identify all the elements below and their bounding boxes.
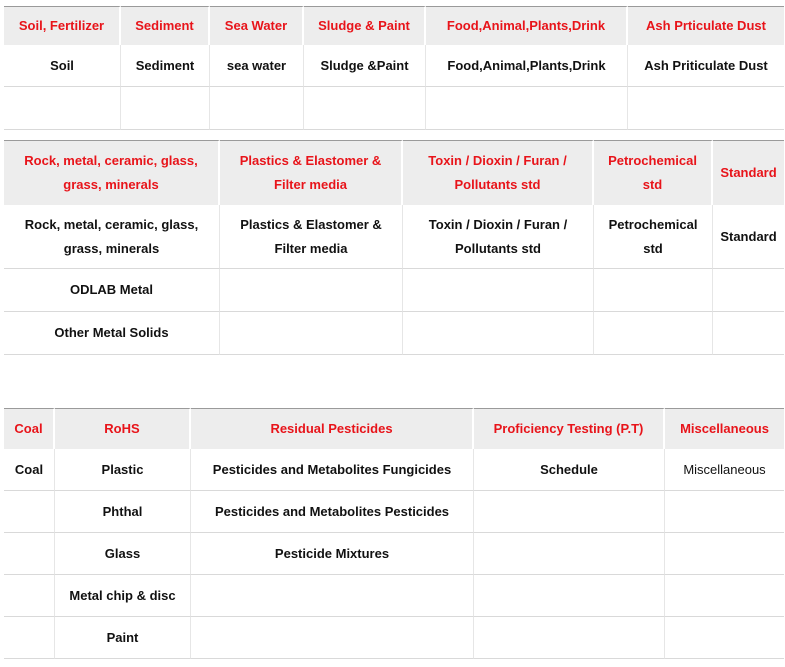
header-petrochemical-std[interactable]: Petrochemical std <box>594 140 713 205</box>
link-coal[interactable]: Coal <box>4 449 55 491</box>
empty-cell <box>665 575 784 617</box>
link-sediment[interactable]: Sediment <box>121 45 210 87</box>
header-proficiency-testing[interactable]: Proficiency Testing (P.T) <box>474 408 665 449</box>
header-ash-particulate-dust[interactable]: Ash Prticulate Dust <box>628 6 784 45</box>
link-standard[interactable]: Standard <box>713 205 784 269</box>
link-plastics-elastomer[interactable]: Plastics & Elastomer & Filter media <box>220 205 403 269</box>
link-plastic[interactable]: Plastic <box>55 449 191 491</box>
link-metal-chip-disc[interactable]: Metal chip & disc <box>55 575 191 617</box>
empty-cell <box>628 87 784 130</box>
link-sludge-paint[interactable]: Sludge &Paint <box>304 45 426 87</box>
empty-cell <box>191 575 474 617</box>
empty-cell <box>210 87 304 130</box>
link-miscellaneous[interactable]: Miscellaneous <box>665 449 784 491</box>
header-sludge-paint[interactable]: Sludge & Paint <box>304 6 426 45</box>
header-soil-fertilizer[interactable]: Soil, Fertilizer <box>4 6 121 45</box>
table-row <box>4 575 784 617</box>
header-rohs[interactable]: RoHS <box>55 408 191 449</box>
empty-cell <box>220 269 403 312</box>
empty-cell <box>403 269 594 312</box>
header-miscellaneous[interactable]: Miscellaneous <box>665 408 784 449</box>
link-food-animal-plants-drink[interactable]: Food,Animal,Plants,Drink <box>426 45 628 87</box>
empty-cell <box>665 617 784 659</box>
header-residual-pesticides[interactable]: Residual Pesticides <box>191 408 474 449</box>
empty-cell <box>665 491 784 533</box>
table-header-row <box>4 140 784 205</box>
table-row <box>4 491 784 533</box>
link-glass[interactable]: Glass <box>55 533 191 575</box>
empty-cell <box>713 269 784 312</box>
table-row <box>4 449 784 491</box>
empty-cell <box>713 312 784 355</box>
table-row <box>4 533 784 575</box>
link-schedule[interactable]: Schedule <box>474 449 665 491</box>
category-table-1 <box>4 6 784 130</box>
empty-cell <box>4 87 121 130</box>
empty-cell <box>426 87 628 130</box>
category-table-3 <box>4 408 784 659</box>
empty-cell <box>474 575 665 617</box>
link-paint[interactable]: Paint <box>55 617 191 659</box>
table-header-row <box>4 6 784 45</box>
header-sea-water[interactable]: Sea Water <box>210 6 304 45</box>
table-row <box>4 45 784 87</box>
empty-cell <box>474 491 665 533</box>
table-row <box>4 205 784 269</box>
header-rock-metal-ceramic[interactable]: Rock, metal, ceramic, glass, grass, minerals <box>4 140 220 205</box>
empty-cell <box>220 312 403 355</box>
empty-cell <box>594 312 713 355</box>
empty-cell <box>594 269 713 312</box>
table-row <box>4 617 784 659</box>
table-row <box>4 269 784 312</box>
empty-cell <box>474 533 665 575</box>
link-pesticides-fungicides[interactable]: Pesticides and Metabolites Fungicides <box>191 449 474 491</box>
header-toxin-dioxin[interactable]: Toxin / Dioxin / Furan / Pollutants std <box>403 140 594 205</box>
link-sea-water[interactable]: sea water <box>210 45 304 87</box>
link-pesticides-pesticides[interactable]: Pesticides and Metabolites Pesticides <box>191 491 474 533</box>
table-row <box>4 87 784 130</box>
link-rock-metal-ceramic[interactable]: Rock, metal, ceramic, glass, grass, minerals <box>4 205 220 269</box>
link-petrochemical-std[interactable]: Petrochemical std <box>594 205 713 269</box>
empty-cell <box>403 312 594 355</box>
empty-cell <box>4 491 55 533</box>
header-sediment[interactable]: Sediment <box>121 6 210 45</box>
empty-cell <box>4 575 55 617</box>
header-food-animal-plants-drink[interactable]: Food,Animal,Plants,Drink <box>426 6 628 45</box>
header-coal[interactable]: Coal <box>4 408 55 449</box>
link-ash-particulate-dust[interactable]: Ash Priticulate Dust <box>628 45 784 87</box>
table-header-row <box>4 408 784 449</box>
empty-cell <box>4 617 55 659</box>
link-odlab-metal[interactable]: ODLAB Metal <box>4 269 220 312</box>
link-phthal[interactable]: Phthal <box>55 491 191 533</box>
header-standard[interactable]: Standard <box>713 140 784 205</box>
empty-cell <box>474 617 665 659</box>
link-pesticide-mixtures[interactable]: Pesticide Mixtures <box>191 533 474 575</box>
empty-cell <box>191 617 474 659</box>
empty-cell <box>121 87 210 130</box>
empty-cell <box>4 533 55 575</box>
link-toxin-dioxin[interactable]: Toxin / Dioxin / Furan / Pollutants std <box>403 205 594 269</box>
header-plastics-elastomer[interactable]: Plastics & Elastomer & Filter media <box>220 140 403 205</box>
empty-cell <box>304 87 426 130</box>
table-row <box>4 312 784 355</box>
link-soil[interactable]: Soil <box>4 45 121 87</box>
empty-cell <box>665 533 784 575</box>
link-other-metal-solids[interactable]: Other Metal Solids <box>4 312 220 355</box>
category-table-2 <box>4 140 784 355</box>
